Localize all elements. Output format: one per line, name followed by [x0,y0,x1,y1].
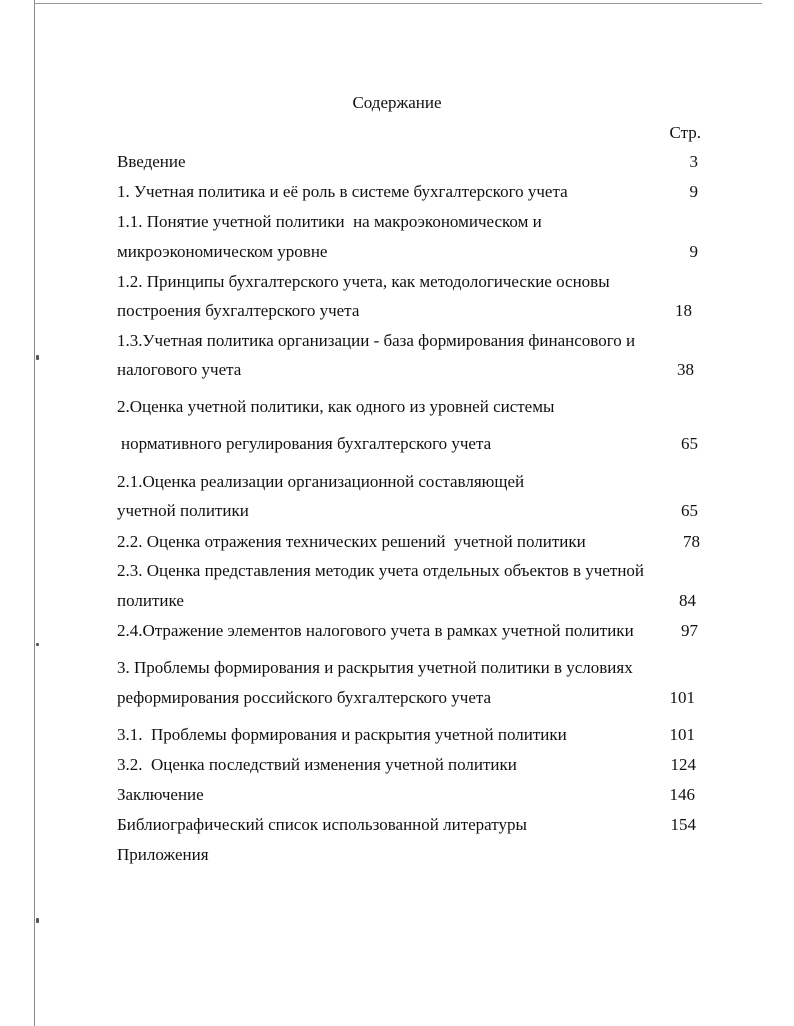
toc-entry-line: 2.Оценка учетной политики, как одного из уровней системы [117,397,555,416]
scan-speck [36,918,39,923]
page-column-header: Стр. [669,123,701,142]
toc-entry-line: учетной политики [117,501,249,520]
toc-page-number: 9 [689,182,698,201]
toc-entry-line: реформирования российского бухгалтерского учета [117,688,492,707]
toc-entry-line: 2.4.Отражение элементов налогового учета в рамках учетной политики [117,621,634,640]
toc-entry-line: 3.1. Проблемы формирования и раскрытия учетной политики [117,725,567,744]
toc-entry-line: нормативного регулирования бухгалтерского учета [121,434,492,453]
toc-page-number: 84 [679,591,696,610]
toc-page-number: 146 [669,785,695,804]
toc-entry-line: налогового учета [117,360,242,379]
toc-page-number: 9 [689,242,698,261]
scan-border-left [34,0,35,1026]
toc-entry-line: 3.2. Оценка последствий изменения учетной политики [117,755,517,774]
toc-entry-line: политике [117,591,184,610]
toc-page-number: 78 [683,532,700,551]
toc-entry-line: 3. Проблемы формирования и раскрытия учетной политики в условиях [117,658,633,677]
toc-page-number: 65 [681,434,698,453]
scan-speck [36,355,39,360]
toc-entry-line: 1.2. Принципы бухгалтерского учета, как методологические основы [117,272,610,291]
toc-page-number: 124 [670,755,696,774]
toc-entry-line: 1. Учетная политика и её роль в системе бухгалтерского учета [117,182,568,201]
toc-page-number: 65 [681,501,698,520]
page-title: Содержание [352,93,442,112]
toc-page-number: 3 [689,152,698,171]
toc-entry-line: Приложения [117,845,209,864]
toc-page-number: 101 [669,725,695,744]
toc-entry-line: 1.1. Понятие учетной политики на макроэкономическом и [117,212,542,231]
toc-page-number: 101 [669,688,695,707]
toc-entry-line: микроэкономическом уровне [117,242,328,261]
toc-entry-line: 1.3.Учетная политика организации - база формирования финансового и [117,331,636,350]
toc-entry-line: Библиографический список использованной литературы [117,815,527,834]
toc-entry-line: 2.3. Оценка представления методик учета отдельных объектов в учетной [117,561,645,580]
toc-entry-line: 2.1.Оценка реализации организационной составляющей [117,472,525,491]
toc-entry-line: построения бухгалтерского учета [117,301,360,320]
toc-entry-line: 2.2. Оценка отражения технических решений учетной политики [117,532,586,551]
toc-entry-line: Заключение [117,785,204,804]
toc-page-number: 97 [681,621,698,640]
scan-border-top [34,3,762,4]
scan-speck [36,643,39,646]
toc-entry-line: Введение [117,152,186,171]
toc-page-number: 154 [670,815,696,834]
toc-page-number: 38 [677,360,694,379]
toc-page-number: 18 [675,301,692,320]
